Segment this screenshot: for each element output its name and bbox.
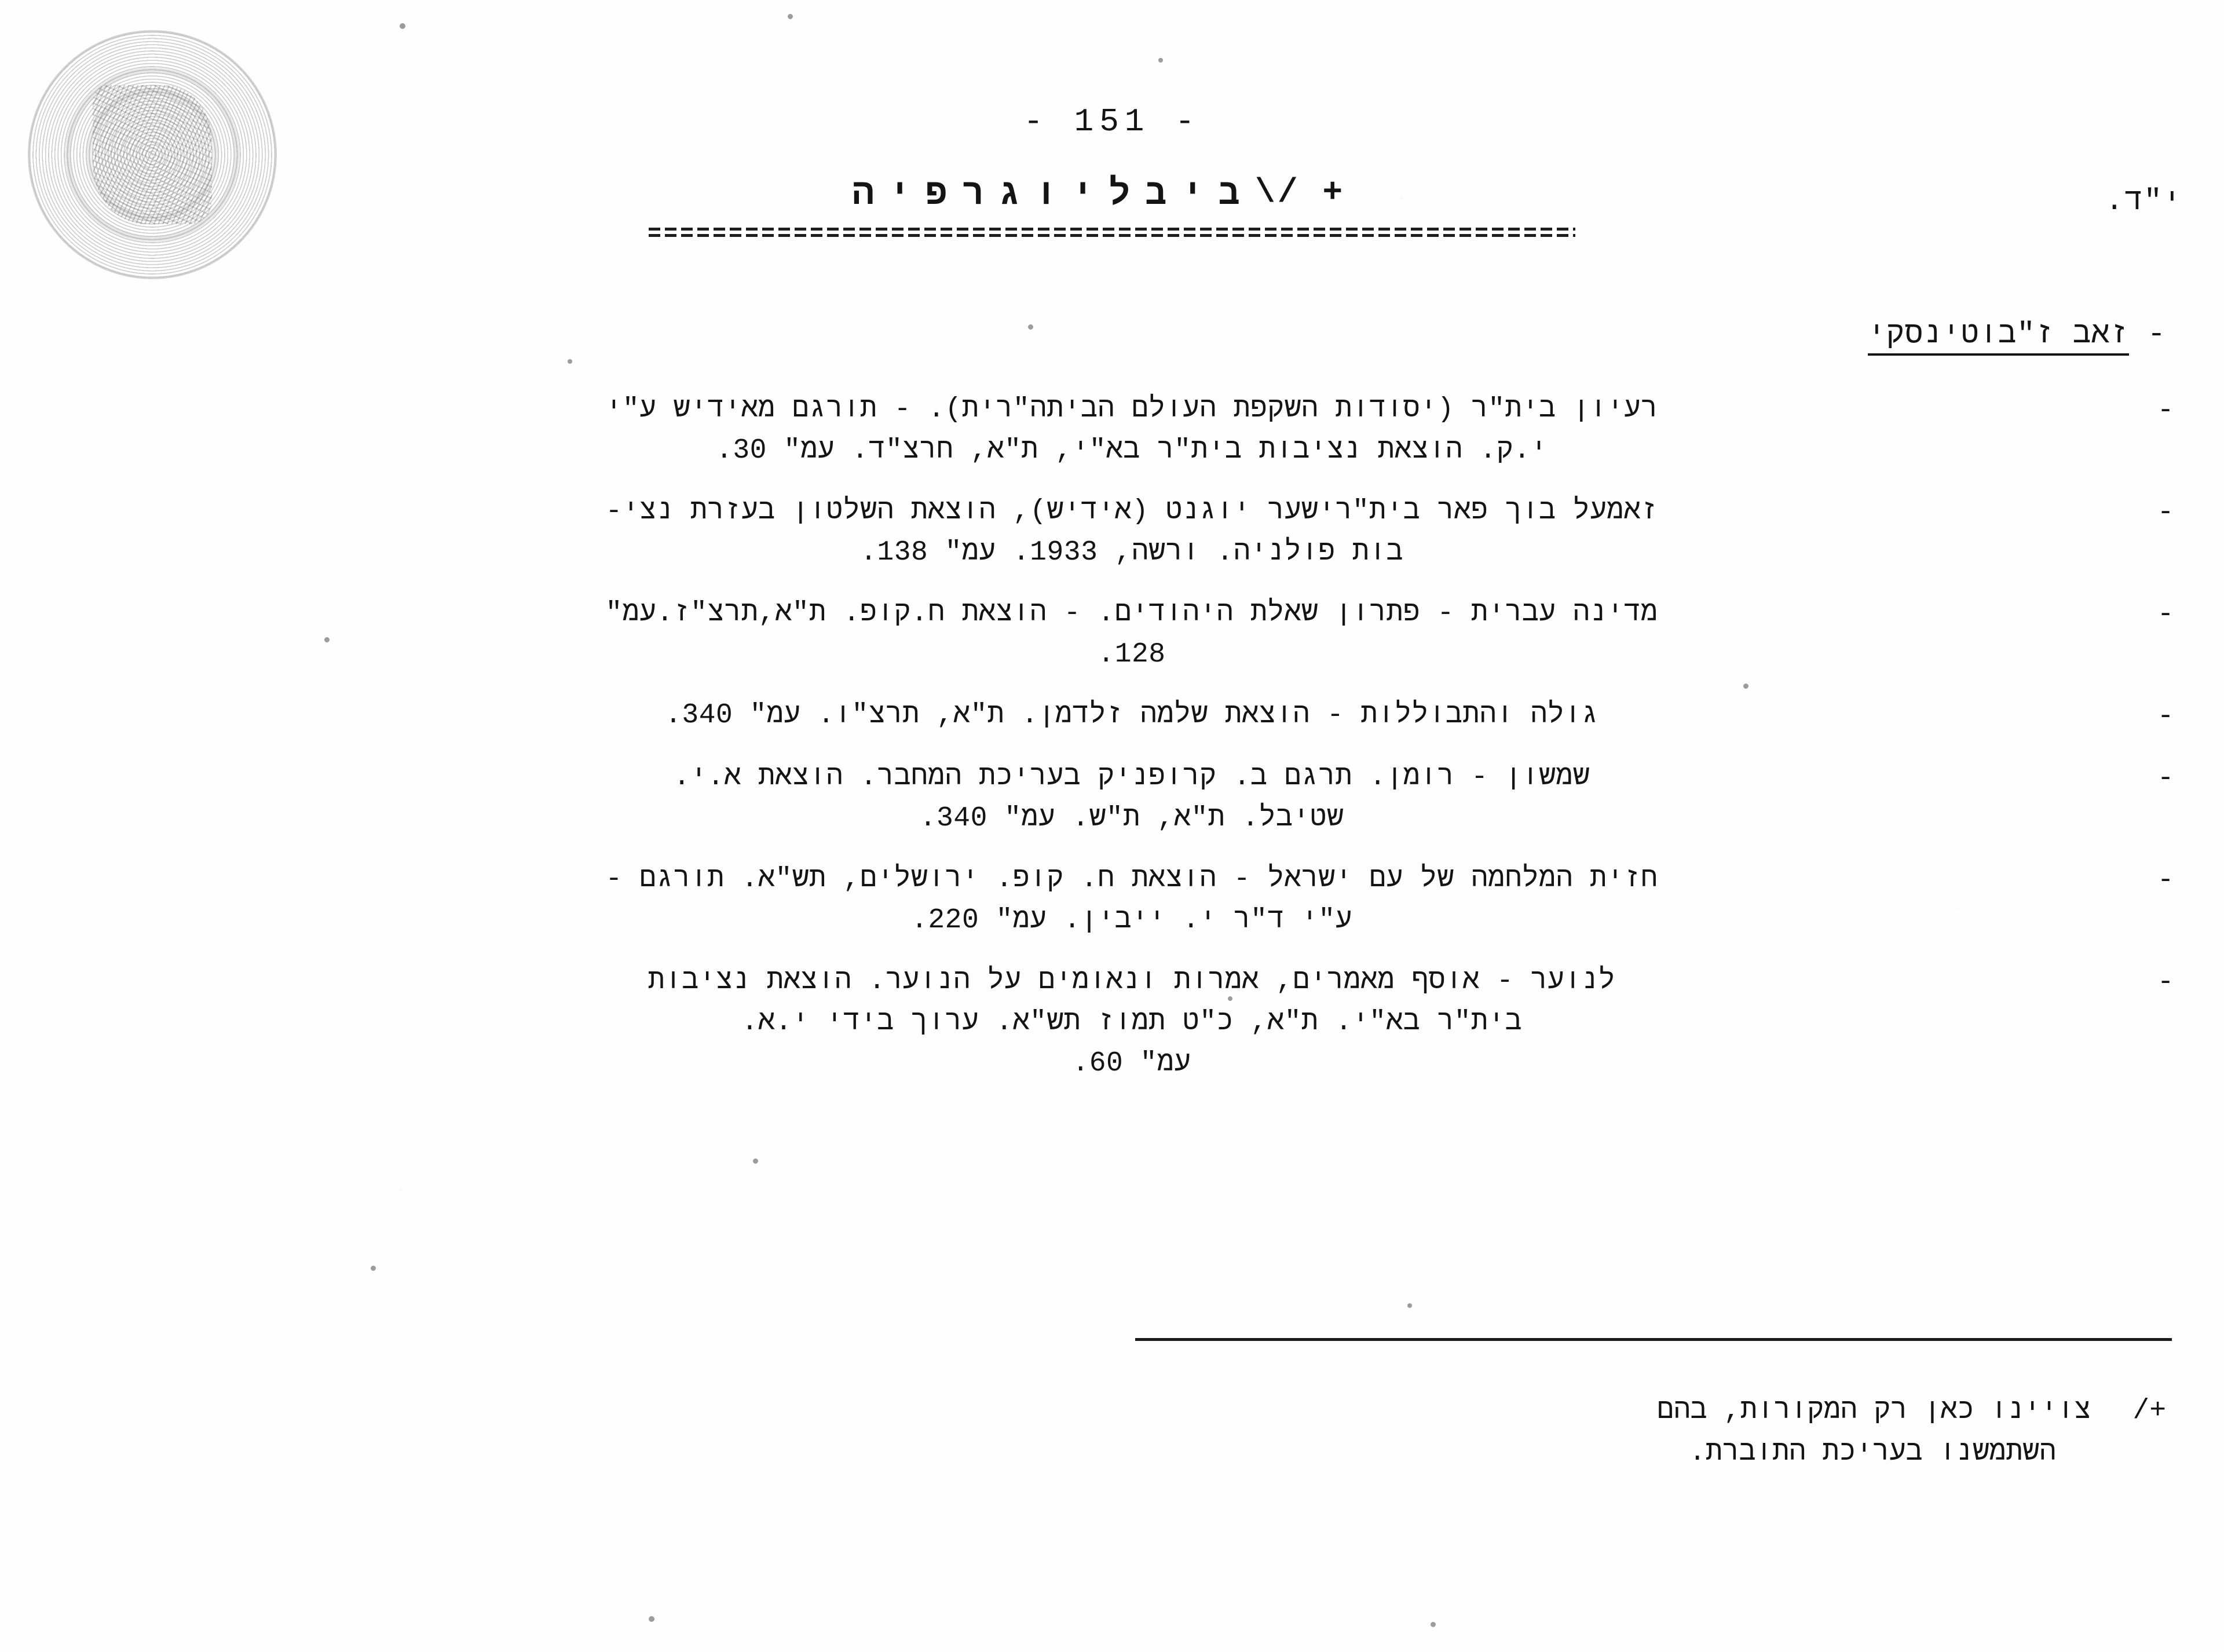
entry-line: בות פולניה. ורשה, 1933. עמ" 138. <box>860 537 1403 569</box>
entry-bullet-dash: - <box>2157 395 2174 426</box>
bibliography-entry <box>145 961 2174 1084</box>
entry-bullet-dash: - <box>2157 497 2174 529</box>
entry-body <box>145 961 2119 1084</box>
scan-speck <box>649 1616 654 1622</box>
title-underline-rule <box>649 228 1575 237</box>
entry-body <box>145 491 2119 573</box>
bibliography-entry <box>145 757 2174 839</box>
entry-body <box>145 859 2119 941</box>
scan-speck <box>788 14 793 19</box>
entry-line: ע"י ד"ר י. ייבין. עמ" 220. <box>911 905 1352 937</box>
bibliography-entry <box>145 695 2174 737</box>
entry-line: זאמעל בוך פאר בית"רישער יוגנט (אידיש), הוצאת השלטון בעזרת נצי- <box>605 496 1658 528</box>
entry-line: מדינה עברית - פתרון שאלת היהודים. - הוצאת ח.קופ. ת"א,תרצ"ז.עמ" <box>605 598 1658 630</box>
entry-body <box>145 695 2119 736</box>
entry-bullet-dash: - <box>2157 701 2174 733</box>
entry-line: עמ" 60. <box>1072 1048 1191 1080</box>
entry-line: גולה והתבוללות - הוצאת שלמה זלדמן. ת"א, תרצ"ו. עמ" 340. <box>665 700 1599 732</box>
bibliography-entry <box>145 593 2174 675</box>
author-heading-name: זאב ז"בוטינסקי <box>1868 317 2129 356</box>
entry-line: בית"ר בא"י. ת"א, כ"ט תמוז תש"א. ערוך בידי י.א. <box>741 1007 1522 1039</box>
entry-bullet-dash: - <box>2157 599 2174 631</box>
entry-line: 128. <box>1098 639 1166 671</box>
entry-body <box>145 593 2119 675</box>
section-title <box>0 174 2224 215</box>
footnote-mark: +/ <box>2132 1395 2166 1427</box>
page-number: - 151 - <box>1023 103 1201 140</box>
footnote-line: השתמשנו בעריכת התוברת. <box>1689 1437 2056 1468</box>
bibliography-entries <box>145 389 2174 1104</box>
footnote <box>1205 1390 2166 1474</box>
entry-line: שטיבל. ת"א, ת"ש. עמ" 340. <box>919 803 1344 835</box>
scan-speck <box>568 359 572 364</box>
bibliography-entry <box>145 859 2174 941</box>
chapter-label: י"ד. <box>2105 184 2182 218</box>
entry-line: שמשון - רומן. תרגם ב. קרופניק בעריכת המחבר. הוצאת א.י. <box>673 762 1590 794</box>
embossed-seal-stamp <box>28 30 277 279</box>
entry-bullet-dash: - <box>2157 865 2174 897</box>
footnote-line: צויינו כאן רק המקורות, בהם <box>1657 1395 2091 1427</box>
bibliography-entry <box>145 389 2174 472</box>
entry-line: רעיון בית"ר (יסודות השקפת העולם הביתה"רית). - תורגם מאידיש ע"י <box>605 394 1658 425</box>
section-title-block <box>0 174 2224 237</box>
entry-line: חזית המלחמה של עם ישראל - הוצאת ח. קופ. ירושלים, תש"א. תורגם - <box>605 864 1658 896</box>
entry-line: לנוער - אוסף מאמרים, אמרות ונאומים על הנוער. הוצאת נציבות <box>648 966 1616 997</box>
scan-speck <box>1028 324 1033 330</box>
entry-body <box>145 757 2119 839</box>
title-footnote-mark: + /\ <box>1255 174 1345 212</box>
scan-speck <box>1431 1622 1436 1627</box>
section-title-text: ביבליוגרפיה <box>852 174 1256 215</box>
entry-bullet-dash: - <box>2157 967 2174 999</box>
bibliography-entry <box>145 491 2174 573</box>
scan-speck <box>1407 1303 1412 1308</box>
entry-body <box>145 389 2119 472</box>
scan-speck <box>753 1158 758 1164</box>
footnote-text <box>1205 1390 2091 1474</box>
entry-bullet-dash: - <box>2157 763 2174 795</box>
author-heading <box>1868 317 2166 352</box>
author-heading-dash: - <box>2147 317 2166 352</box>
scan-speck <box>400 23 405 29</box>
scan-speck <box>1158 58 1163 63</box>
scan-speck <box>371 1266 376 1271</box>
footnote-separator-rule <box>1135 1338 2172 1341</box>
entry-line: י.ק. הוצאת נציבות בית"ר בא"י, ת"א, חרצ"ד. עמ" 30. <box>716 435 1548 467</box>
